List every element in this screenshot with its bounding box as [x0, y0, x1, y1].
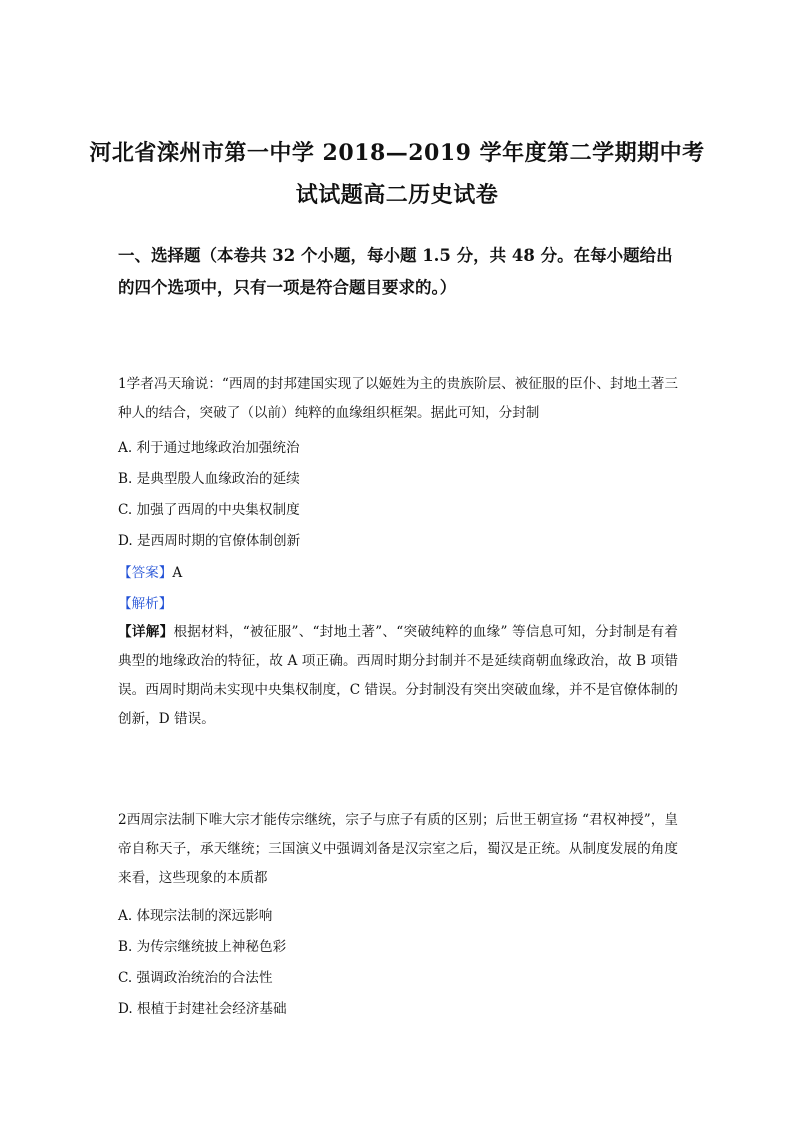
question-2-option-a: A. 体现宗法制的深远影响 [118, 908, 273, 924]
question-2-stem: 2西周宗法制下唯大宗才能传宗继统，宗子与庶子有质的区别；后世王朝宣扬 “君权神授”，皇帝自称天子，承天继统；三国演义中强调刘备是汉宗室之后，蜀汉是正统。从制度发展的角度来看，这些现象的本质都 [118, 812, 678, 886]
question-1-option-b: B. 是典型殷人血缘政治的延续 [118, 471, 300, 487]
question-1-detailed-analysis [118, 618, 678, 734]
question-1-stem: 1学者冯天瑜说：“西周的封邦建国实现了以姬姓为主的贵族阶层、被征服的臣仆、封地土著三种人的结合，突破了（以前）纯粹的血缘组织框架。据此可知，分封制 [118, 376, 678, 421]
answer-value: A [172, 565, 183, 581]
detail-text: 根据材料，“被征服”、“封地土著”、“突破纯粹的血缘” 等信息可知，分封制是有着典型的地缘政治的特征，故 A 项正确。西周时期分封制并不是延续商朝血缘政治，故 B 项错误。西周时期尚未实现中央集权制度，C 错误。分封制没有突出突破血缘，并不是官僚体制的创新，D 错误。 [118, 624, 678, 727]
document-title-line-1: 河北省滦州市第一中学 2018—2019 学年度第二学期期中考 [89, 140, 705, 166]
question-1-option-d: D. 是西周时期的官僚体制创新 [118, 533, 301, 549]
detail-label: 【详解】 [118, 624, 174, 640]
question-2-option-d: D. 根植于封建社会经济基础 [118, 1001, 287, 1017]
question-1-option-c: C. 加强了西周的中央集权制度 [118, 502, 300, 518]
answer-label: 【答案】 [118, 565, 173, 581]
analysis-label: 【解析】 [118, 596, 173, 612]
section-heading: 一、选择题（本卷共 32 个小题，每小题 1.5 分，共 48 分。在每小题给出的四个选项中，只有一项是符合题目要求的。） [118, 246, 673, 297]
question-1-option-a: A. 利于通过地缘政治加强统治 [118, 440, 300, 456]
question-2-option-b: B. 为传宗继统披上神秘色彩 [118, 939, 287, 955]
answer-row [118, 561, 182, 581]
question-2-option-c: C. 强调政治统治的合法性 [118, 970, 273, 986]
document-title-line-2: 试试题高二历史试卷 [295, 182, 499, 208]
